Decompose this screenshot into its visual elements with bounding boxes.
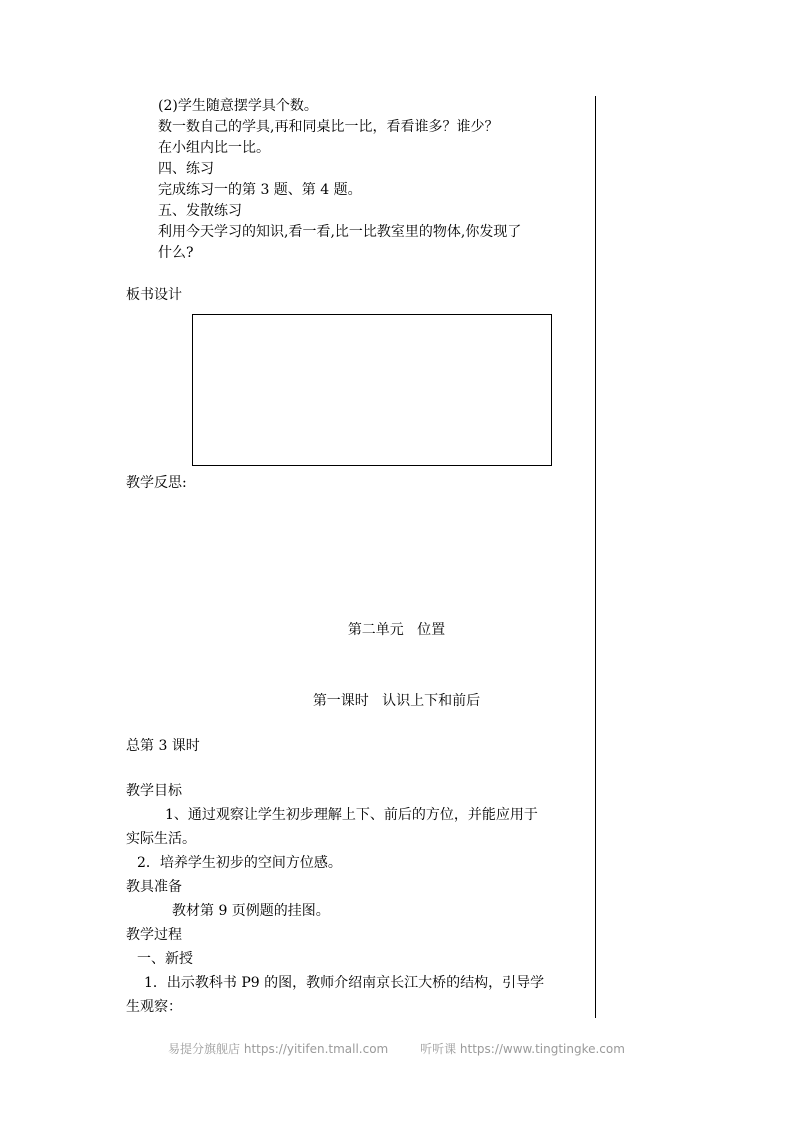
top-line-6: 五、发散练习 [158,203,242,219]
footer-right-link[interactable]: 听听课 https://www.tingtingke.com [420,1042,625,1056]
footer [0,1040,793,1057]
objective-2: 2．培养学生初步的空间方位感。 [137,855,342,871]
footer-left-link[interactable]: 易提分旗舰店 https://yitifen.tmall.com [168,1042,389,1056]
teaching-reflection-label: 教学反思: [126,475,187,491]
process-para-1-line-2: 生观察： [126,999,182,1015]
materials-heading: 教具准备 [126,879,182,895]
board-design-box [192,314,552,466]
top-line-1: (2)学生随意摆学具个数。 [158,98,318,114]
top-line-2: 数一数自己的学具,再和同桌比一比，看看谁多？谁少？ [158,119,499,135]
unit-title: 第二单元 位置 [347,622,446,638]
objective-1-line-2: 实际生活。 [126,831,196,847]
top-line-4: 四、练习 [158,161,214,177]
top-line-8: 什么? [158,245,194,261]
process-para-1-line-1: 1．出示教科书 P9 的图，教师介绍南京长江大桥的结构，引导学 [144,975,545,991]
top-line-3: 在小组内比一比。 [158,140,270,156]
process-step-1: 一、新授 [137,951,193,967]
process-heading: 教学过程 [126,927,182,943]
top-line-5: 完成练习一的第 3 题、第 4 题。 [158,182,362,198]
right-margin-rule [595,96,596,1018]
board-design-label: 板书设计 [126,287,182,303]
materials-text: 教材第 9 页例题的挂图。 [172,903,330,919]
objective-1-line-1: 1、通过观察让学生初步理解上下、前后的方位，并能应用于 [165,807,538,823]
top-line-7: 利用今天学习的知识,看一看,比一比教室里的物体,你发现了 [158,224,522,240]
lesson-title: 第一课时 认识上下和前后 [312,693,481,709]
total-lesson-count: 总第 3 课时 [126,738,200,754]
objectives-heading: 教学目标 [126,783,182,799]
